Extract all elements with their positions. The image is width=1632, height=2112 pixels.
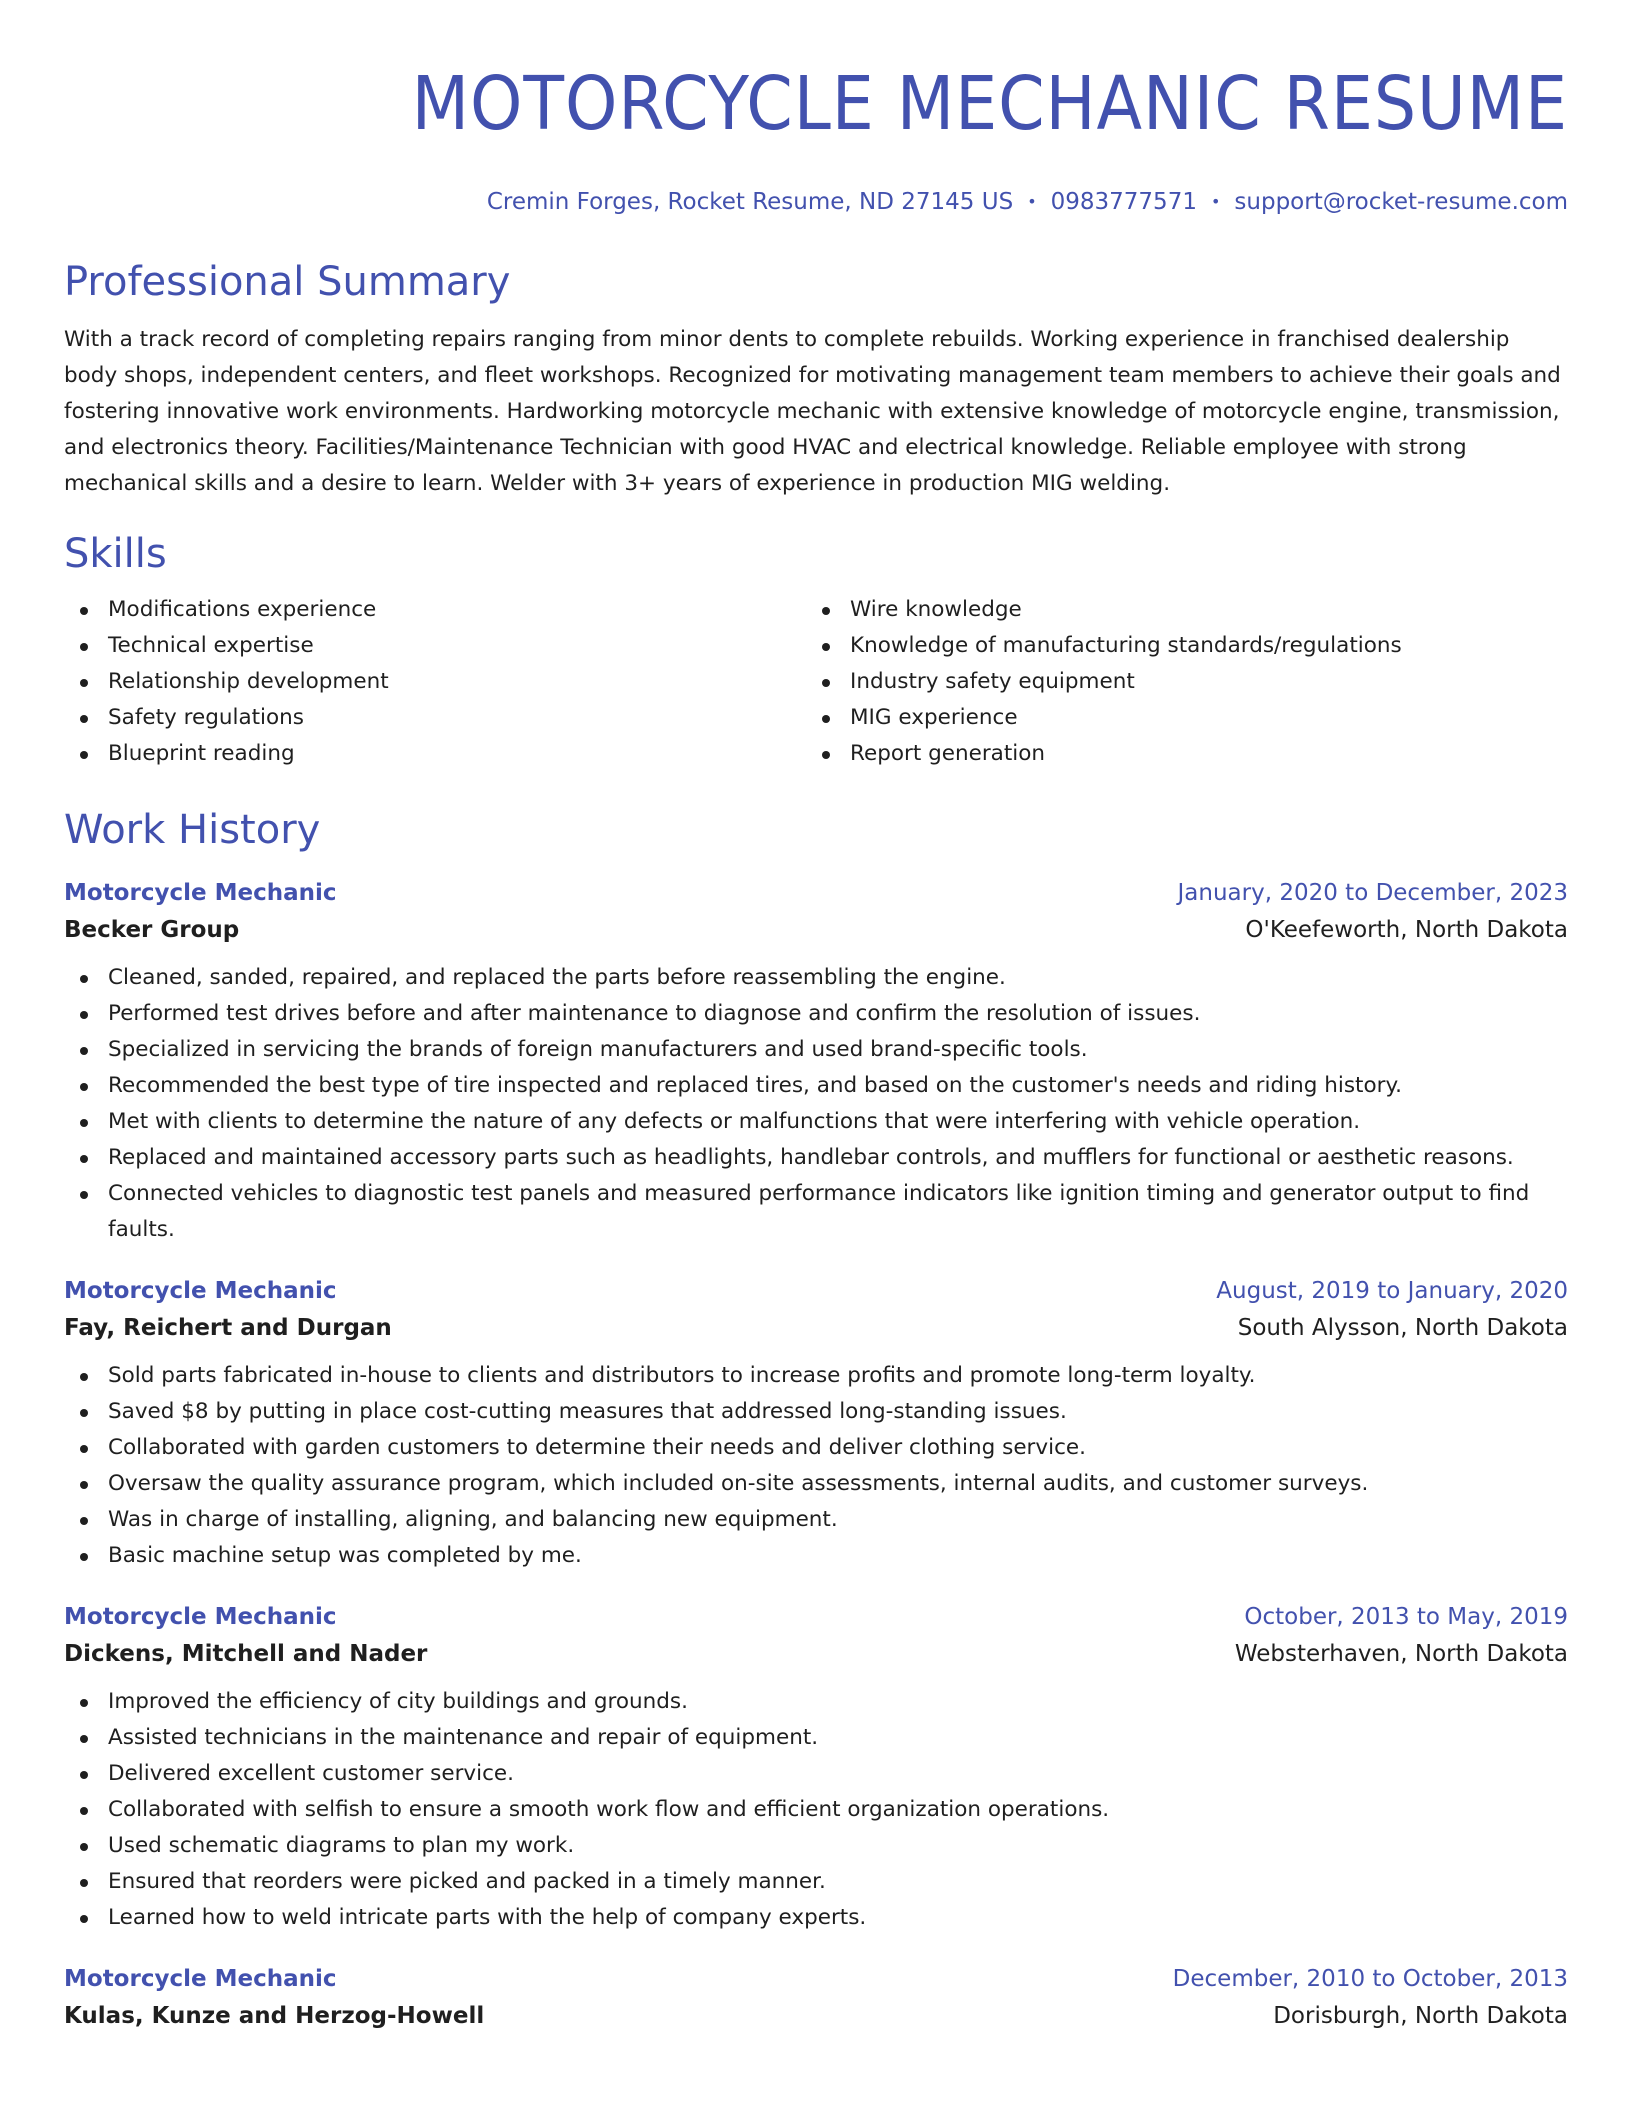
contact-line xyxy=(64,186,1568,218)
job-bullet: Delivered excellent customer service. xyxy=(64,1756,1568,1792)
skill-item: Safety regulations xyxy=(64,700,806,736)
skills-list xyxy=(64,592,1568,772)
job-entry xyxy=(64,1962,1568,2036)
job-bullet: Improved the efficiency of city buildings and grounds. xyxy=(64,1684,1568,1720)
contact-separator: • xyxy=(1210,192,1221,211)
contact-email[interactable]: support@rocket-resume.com xyxy=(1234,189,1568,215)
job-dates: December, 2010 to October, 2013 xyxy=(1172,1966,1568,1992)
job-bullet: Sold parts fabricated in-house to clients and distributors to increase profits and promote long-term loyalty. xyxy=(64,1358,1568,1394)
job-entry xyxy=(64,1600,1568,1936)
job-title: Motorcycle Mechanic xyxy=(64,1278,337,1304)
skill-item: Report generation xyxy=(806,736,1548,772)
job-entry xyxy=(64,1274,1568,1574)
job-bullet: Performed test drives before and after maintenance to diagnose and confirm the resolution of issues. xyxy=(64,996,1568,1032)
job-location: O'Keefeworth, North Dakota xyxy=(1245,917,1568,943)
contact-address: Cremin Forges, Rocket Resume, ND 27145 US xyxy=(486,189,1014,215)
resume-title: MOTORCYCLE MECHANIC RESUME xyxy=(411,61,1568,147)
job-bullet: Oversaw the quality assurance program, which included on-site assessments, internal audits, and customer surveys. xyxy=(64,1466,1568,1502)
skill-item: MIG experience xyxy=(806,700,1548,736)
job-bullet: Met with clients to determine the nature of any defects or malfunctions that were interfering with vehicle operation. xyxy=(64,1104,1568,1140)
job-bullet: Recommended the best type of tire inspected and replaced tires, and based on the customer's needs and riding history. xyxy=(64,1068,1568,1104)
skill-item: Technical expertise xyxy=(64,628,806,664)
skill-item: Relationship development xyxy=(64,664,806,700)
job-bullet: Learned how to weld intricate parts with the help of company experts. xyxy=(64,1900,1568,1936)
job-bullet: Saved $8 by putting in place cost-cutting measures that addressed long-standing issues. xyxy=(64,1394,1568,1430)
summary-text: With a track record of completing repairs ranging from minor dents to complete rebuilds. Working experience in franchised dealership body shops, independent centers, and fleet workshops. Recognized for motivating management team members to achieve their goals and fostering innovative work environments. Hardworking motorcycle mechanic with extensive knowledge of motorcycle engine, transmission, and electronics theory. Facilities/Maintenance Technician with good HVAC and electrical knowledge. Reliable employee with strong mechanical skills and a desire to learn. Welder with 3+ years of experience in production MIG welding. xyxy=(64,327,1561,496)
contact-phone: 0983777571 xyxy=(1050,189,1197,215)
job-bullet: Connected vehicles to diagnostic test panels and measured performance indicators like ignition timing and generator output to find faults. xyxy=(64,1176,1568,1248)
job-bullet: Replaced and maintained accessory parts such as headlights, handlebar controls, and mufflers for functional or aesthetic reasons. xyxy=(64,1140,1568,1176)
skills-column-right xyxy=(806,592,1548,772)
job-location: Dorisburgh, North Dakota xyxy=(1273,2003,1568,2029)
skill-item: Knowledge of manufacturing standards/regulations xyxy=(806,628,1548,664)
job-bullet: Specialized in servicing the brands of foreign manufacturers and used brand-specific tools. xyxy=(64,1032,1568,1068)
job-bullets xyxy=(64,1358,1568,1574)
job-bullet: Basic machine setup was completed by me. xyxy=(64,1538,1568,1574)
job-entry xyxy=(64,876,1568,1248)
work-history-heading: Work History xyxy=(64,807,321,853)
skill-item: Wire knowledge xyxy=(806,592,1548,628)
job-bullet: Collaborated with selfish to ensure a smooth work flow and efficient organization operations. xyxy=(64,1792,1568,1828)
job-dates: January, 2020 to December, 2023 xyxy=(1177,880,1568,906)
job-dates: October, 2013 to May, 2019 xyxy=(1244,1604,1568,1630)
job-bullets xyxy=(64,1684,1568,1936)
job-bullet: Assisted technicians in the maintenance and repair of equipment. xyxy=(64,1720,1568,1756)
job-title: Motorcycle Mechanic xyxy=(64,880,337,906)
contact-separator: • xyxy=(1027,192,1037,211)
job-bullet: Collaborated with garden customers to determine their needs and deliver clothing service. xyxy=(64,1430,1568,1466)
job-dates: August, 2019 to January, 2020 xyxy=(1216,1278,1568,1304)
job-bullet: Was in charge of installing, aligning, and balancing new equipment. xyxy=(64,1502,1568,1538)
job-bullet: Cleaned, sanded, repaired, and replaced the parts before reassembling the engine. xyxy=(64,960,1568,996)
job-title: Motorcycle Mechanic xyxy=(64,1966,337,1992)
job-location: Websterhaven, North Dakota xyxy=(1234,1641,1568,1667)
company-name: Kulas, Kunze and Herzog-Howell xyxy=(64,2003,485,2029)
company-name: Fay, Reichert and Durgan xyxy=(64,1315,392,1341)
skills-column-left xyxy=(64,592,806,772)
job-location: South Alysson, North Dakota xyxy=(1237,1315,1568,1341)
job-bullets xyxy=(64,960,1568,1248)
company-name: Becker Group xyxy=(64,917,240,943)
summary-heading: Professional Summary xyxy=(64,259,511,305)
skill-item: Blueprint reading xyxy=(64,736,806,772)
job-title: Motorcycle Mechanic xyxy=(64,1604,337,1630)
company-name: Dickens, Mitchell and Nader xyxy=(64,1641,428,1667)
job-bullet: Ensured that reorders were picked and packed in a timely manner. xyxy=(64,1864,1568,1900)
skills-heading: Skills xyxy=(64,531,167,577)
skill-item: Modifications experience xyxy=(64,592,806,628)
skill-item: Industry safety equipment xyxy=(806,664,1548,700)
job-bullet: Used schematic diagrams to plan my work. xyxy=(64,1828,1568,1864)
